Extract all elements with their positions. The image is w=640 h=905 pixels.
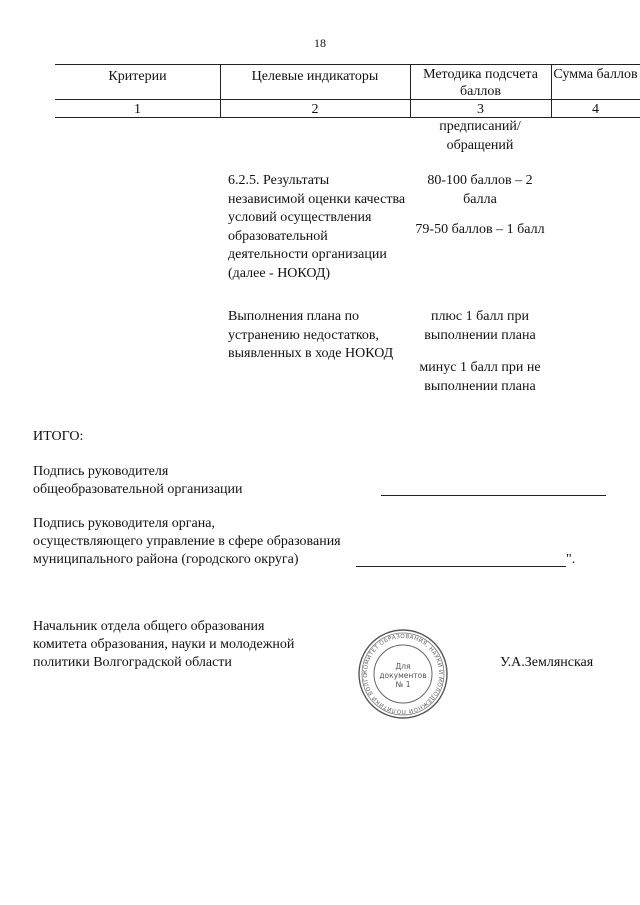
stamp-center-line1: Для bbox=[395, 662, 411, 671]
table-top-rule bbox=[55, 64, 640, 65]
official-title-line1: Начальник отдела общего образования bbox=[33, 619, 265, 634]
method-plan-minus: минус 1 балл при не выполнении плана bbox=[419, 360, 541, 394]
header-sum: Сумма баллов bbox=[553, 67, 638, 82]
signature-authority-line3: муниципального района (городского округа) bbox=[33, 552, 299, 567]
stamp-ring-text: КОМИТЕТ ОБРАЗОВАНИЯ, НАУКИ И МОЛОДЕЖНОЙ ПОЛИТИКИ ВОЛГО bbox=[362, 633, 444, 715]
stamp-seal-graphic bbox=[357, 628, 449, 720]
stamp-center-line2: документов bbox=[379, 671, 427, 680]
signature-authority-line1: Подпись руководителя органа, bbox=[33, 516, 215, 531]
signature-authority-closing: ". bbox=[566, 552, 576, 567]
method-nokod-high: 80-100 баллов – 2 балла bbox=[427, 173, 533, 207]
header-method: Методика подсчета баллов bbox=[423, 67, 538, 99]
header-number-4: 4 bbox=[592, 102, 599, 117]
official-stamp bbox=[357, 628, 449, 720]
signature-school-underline bbox=[381, 495, 606, 496]
method-plan-plus: плюс 1 балл при выполнении плана bbox=[424, 309, 536, 343]
signature-authority-line2: осуществляющего управление в сфере образования bbox=[33, 534, 341, 549]
indicator-plan: Выполнения плана по устранению недостатков, выявленных в ходе НОКОД bbox=[228, 309, 394, 361]
official-title-line2: комитета образования, науки и молодежной bbox=[33, 637, 295, 652]
official-title-line3: политики Волгоградской области bbox=[33, 655, 232, 670]
official-name: У.А.Землянская bbox=[500, 655, 594, 670]
signature-authority-underline bbox=[356, 566, 566, 567]
indicator-nokod: 6.2.5. Результаты независимой оценки качества условий осуществления образовательной деятельности организации (далее - НОКОД) bbox=[228, 173, 406, 281]
header-number-2: 2 bbox=[311, 102, 319, 117]
total-label: ИТОГО: bbox=[33, 429, 84, 444]
table-header-rule bbox=[55, 99, 640, 100]
header-number-1: 1 bbox=[134, 102, 141, 117]
header-criteria: Критерии bbox=[108, 69, 167, 84]
method-continuation: предписаний/ обращений bbox=[439, 119, 521, 153]
signature-school-line2: общеобразовательной организации bbox=[33, 482, 243, 497]
header-number-3: 3 bbox=[477, 102, 484, 117]
method-nokod-mid: 79-50 баллов – 1 балл bbox=[415, 222, 545, 237]
signature-school-line1: Подпись руководителя bbox=[33, 464, 169, 479]
page-number: 18 bbox=[314, 36, 326, 50]
header-indicators: Целевые индикаторы bbox=[251, 69, 379, 84]
stamp-center-line3: № 1 bbox=[395, 680, 411, 689]
